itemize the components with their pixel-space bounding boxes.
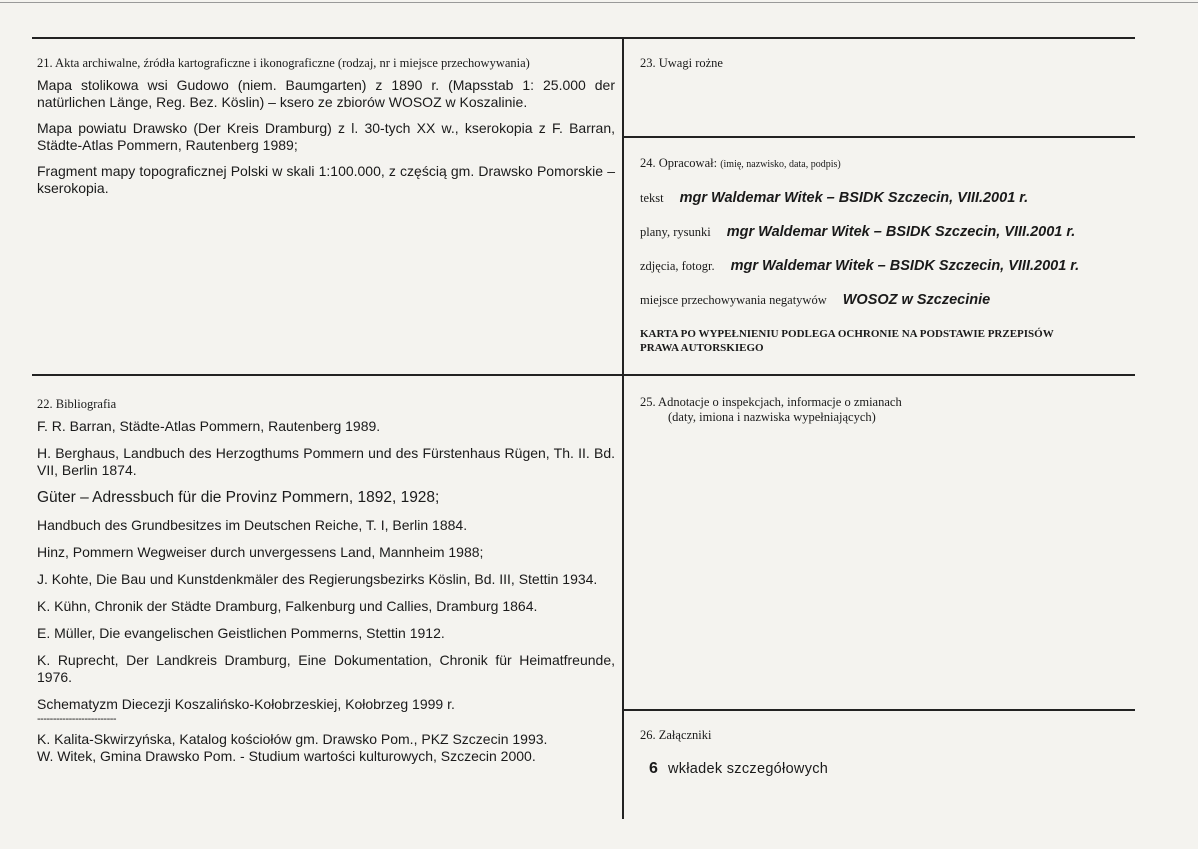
top-border — [32, 37, 1135, 39]
section-24-note: (imię, nazwisko, data, podpis) — [720, 159, 841, 170]
section-22-bibliography — [37, 397, 615, 765]
bibliography-entry: J. Kohte, Die Bau und Kunstdenkmäler des Regierungsbezirks Köslin, Bd. III, Stettin 1934. — [37, 571, 598, 587]
middle-border — [32, 374, 1135, 376]
bibliography-entry: H. Berghaus, Landbuch des Herzogthums Pommern und des Fürstenhaus Rügen, Th. II. Bd. VII, Berlin 1874. — [37, 445, 615, 478]
bibliography-extra-entry: K. Kalita-Skwirzyńska, Katalog kościołów gm. Drawsko Pom., PKZ Szczecin 1993. — [37, 731, 548, 747]
section-23-label: 23. Uwagi rożne — [640, 56, 723, 70]
bibliography-entry: E. Müller, Die evangelischen Geistlichen Pommerns, Stettin 1912. — [37, 625, 445, 641]
section-25-sublabel: (daty, imiona i nazwiska wypełniających) — [668, 410, 876, 424]
bibliography-extra-entry: W. Witek, Gmina Drawsko Pom. - Studium wartości kulturowych, Szczecin 2000. — [37, 748, 536, 764]
attachments-count: 6 — [649, 760, 658, 777]
section-26-label: 26. Załączniki — [640, 728, 712, 742]
section-25-label: 25. Adnotacje o inspekcjach, informacje o zmianach — [640, 395, 902, 409]
bibliography-entry: K. Kühn, Chronik der Städte Dramburg, Falkenburg und Callies, Dramburg 1864. — [37, 598, 538, 614]
section-25-inspections — [640, 395, 1120, 425]
author-row-negatives — [640, 291, 990, 309]
section-26-attachments — [640, 728, 1120, 778]
bibliography-entry: Schematyzm Diecezji Koszalińsko-Kołobrzeskiej, Kołobrzeg 1999 r. — [37, 696, 455, 712]
author-row-value: mgr Waldemar Witek – BSIDK Szczecin, VIII.2001 r. — [726, 224, 1076, 240]
section-21-archival — [37, 56, 615, 197]
archival-entry: Mapa stolikowa wsi Gudowo (niem. Baumgarten) z 1890 r. (Mapsstab 1: 25.000 der natürlichen Länge, Reg. Bez. Köslin) – ksero ze zbiorów WOSOZ w Koszalinie. — [37, 77, 615, 110]
bibliography-separator: ------------------------- — [37, 713, 117, 725]
copyright-notice — [640, 327, 1130, 355]
author-row-text — [640, 189, 1028, 207]
attachments-text: wkładek szczegółowych — [667, 761, 829, 777]
section-24-label — [640, 156, 1120, 172]
section-21-label: 21. Akta archiwalne, źródła kartograficzne i ikonograficzne (rodzaj, nr i miejsce przechowywania) — [37, 56, 530, 70]
divider-23-24 — [624, 136, 1135, 138]
author-row-value: mgr Waldemar Witek – BSIDK Szczecin, VIII.2001 r. — [679, 190, 1029, 206]
author-row-key: zdjęcia, fotogr. — [640, 259, 715, 273]
author-row-plans — [640, 223, 1075, 241]
author-row-key: tekst — [640, 191, 664, 205]
section-24-title: 24. Opracował: — [640, 156, 718, 170]
section-22-label: 22. Bibliografia — [37, 397, 117, 411]
author-row-photos — [640, 257, 1079, 275]
section-23-remarks — [640, 56, 1120, 71]
column-divider — [622, 37, 624, 819]
bibliography-entry: K. Ruprecht, Der Landkreis Dramburg, Eine Dokumentation, Chronik für Heimatfreunde, 1976. — [37, 652, 615, 685]
bibliography-entry: Handbuch des Grundbesitzes im Deutschen Reiche, T. I, Berlin 1884. — [37, 517, 468, 533]
copyright-notice-line1: KARTA PO WYPEŁNIENIU PODLEGA OCHRONIE NA PODSTAWIE PRZEPISÓW — [640, 328, 1054, 340]
archival-entry: Fragment mapy topograficznej Polski w skali 1:100.000, z częścią gm. Drawsko Pomorskie – kserokopia. — [37, 163, 615, 196]
author-row-value: mgr Waldemar Witek – BSIDK Szczecin, VIII.2001 r. — [730, 258, 1080, 274]
top-scan-edge — [0, 2, 1198, 3]
author-row-value: WOSOZ w Szczecinie — [842, 292, 991, 308]
copyright-notice-line2: PRAWA AUTORSKIEGO — [640, 342, 764, 354]
author-row-key: miejsce przechowywania negatywów — [640, 293, 827, 307]
author-row-key: plany, rysunki — [640, 225, 711, 239]
divider-25-26 — [624, 709, 1135, 711]
attachments-line — [640, 760, 1120, 778]
bibliography-entry: Güter – Adressbuch für die Provinz Pommern, 1892, 1928; — [37, 489, 440, 506]
bibliography-entry: F. R. Barran, Städte-Atlas Pommern, Rautenberg 1989. — [37, 418, 381, 434]
bibliography-entry: Hinz, Pommern Wegweiser durch unvergessens Land, Mannheim 1988; — [37, 544, 484, 560]
archival-entry: Mapa powiatu Drawsko (Der Kreis Dramburg) z l. 30-tych XX w., kserokopia z F. Barran, Städte-Atlas Pommern, Rautenberg 1989; — [37, 120, 615, 153]
